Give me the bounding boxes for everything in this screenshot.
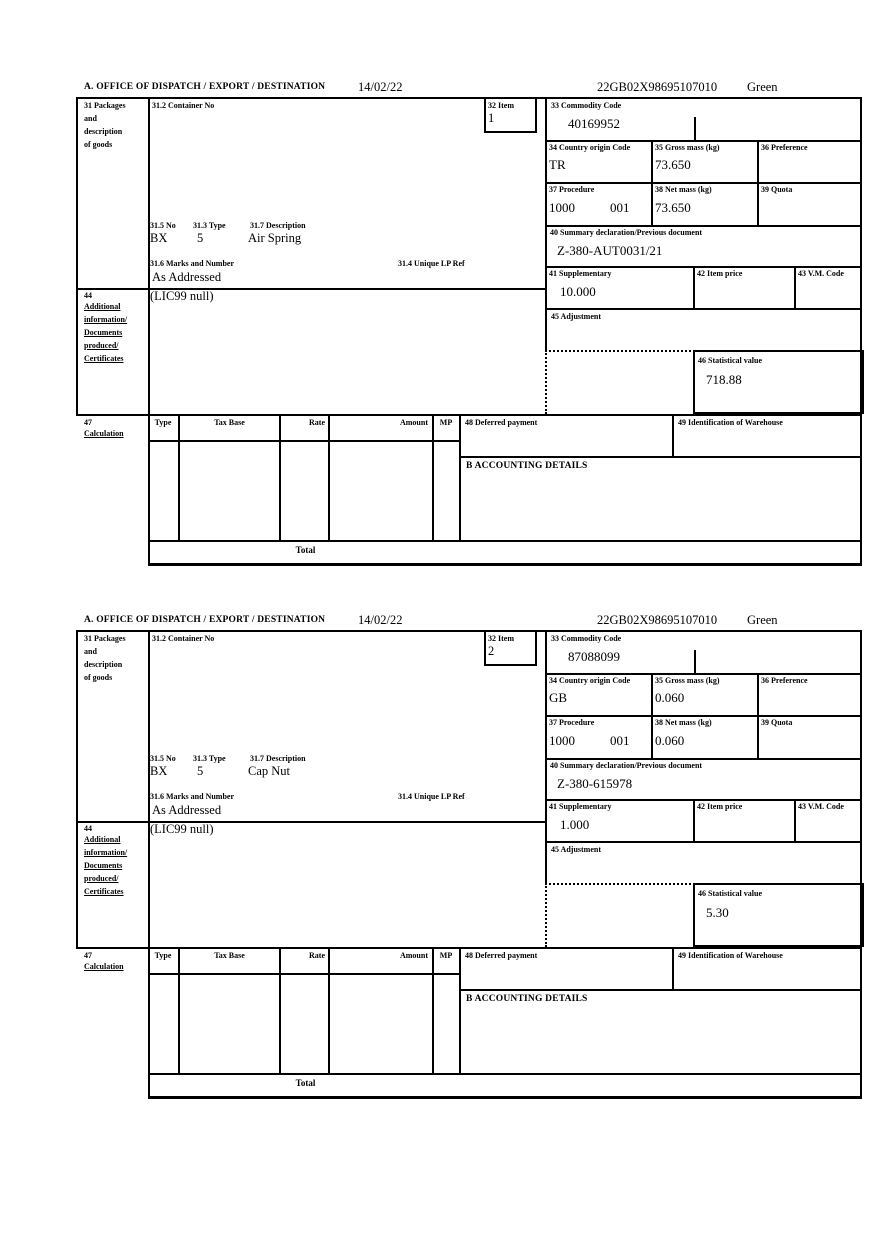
commodity-code-tick: [694, 650, 696, 673]
description-label: 31.7 Description: [250, 754, 306, 763]
office-of-dispatch-label: A. OFFICE OF DISPATCH / EXPORT / DESTINATION: [84, 615, 326, 625]
grid-line: [794, 266, 796, 308]
procedure-label: 37 Procedure: [549, 718, 595, 727]
supplementary-label: 41 Supplementary: [549, 802, 612, 811]
dotted-divider: [545, 883, 695, 885]
supplementary-label: 41 Supplementary: [549, 269, 612, 278]
box44-label: Additional: [84, 302, 121, 311]
net-mass-value: 73.650: [655, 200, 691, 215]
item-price-label: 42 Item price: [697, 269, 743, 278]
box44-label: Additional: [84, 835, 121, 844]
procedure-label: 37 Procedure: [549, 185, 595, 194]
marks-label: 31.6 Marks and Number: [150, 259, 235, 268]
col-rate-header: Rate: [309, 418, 325, 427]
declaration-date: 14/02/22: [358, 613, 403, 627]
adjustment-label: 45 Adjustment: [551, 312, 602, 321]
grid-line: [279, 948, 281, 1073]
preference-label: 36 Preference: [761, 676, 808, 685]
commodity-code-tick: [694, 117, 696, 140]
unique-lp-ref-label: 31.4 Unique LP Ref: [398, 792, 465, 801]
previous-document-label: 40 Summary declaration/Previous document: [550, 228, 703, 237]
grid-line: [178, 948, 180, 1073]
package-type-value: 5: [197, 231, 204, 245]
grid-line: [148, 97, 150, 566]
grid-line: [545, 799, 862, 801]
container-no-label: 31.2 Container No: [152, 101, 215, 110]
box31-label: description: [84, 660, 123, 669]
box44-number: 44: [84, 291, 92, 300]
box44-label: Certificates: [84, 354, 124, 363]
grid-line: [672, 948, 674, 991]
gross-mass-label: 35 Gross mass (kg): [655, 143, 720, 152]
grid-line: [693, 799, 695, 841]
previous-document-value: Z-380-615978: [557, 776, 633, 791]
gross-mass-label: 35 Gross mass (kg): [655, 676, 720, 685]
marks-value: As Addressed: [152, 803, 222, 817]
total-label: Total: [295, 1078, 316, 1088]
declaration-item-section-1: [0, 80, 882, 570]
item-number-value: 1: [488, 111, 495, 125]
box44-label: produced/: [84, 874, 119, 883]
box44-label: information/: [84, 848, 128, 857]
box44-label: information/: [84, 315, 128, 324]
previous-document-value: Z-380-AUT0031/21: [557, 243, 663, 258]
declaration-item-section-2: [0, 613, 882, 1103]
grid-line: [76, 97, 862, 99]
grid-line: [76, 414, 862, 416]
col-mp-header: MP: [439, 418, 453, 427]
commodity-code-label: 33 Commodity Code: [551, 101, 622, 110]
deferred-payment-label: 48 Deferred payment: [465, 418, 538, 427]
grid-line: [178, 415, 180, 540]
mrn-number: 22GB02X98695107010: [597, 613, 718, 627]
procedure-value: 1000: [549, 733, 575, 748]
statistical-value-label: 46 Statistical value: [698, 889, 762, 898]
box31-label: and: [84, 647, 97, 656]
calculation-label: Calculation: [84, 962, 124, 971]
accounting-details-label: B ACCOUNTING DETAILS: [466, 461, 588, 471]
grid-line: [459, 948, 461, 1073]
declaration-date: 14/02/22: [358, 80, 403, 94]
grid-line: [693, 266, 695, 308]
office-of-dispatch-label: A. OFFICE OF DISPATCH / EXPORT / DESTINATION: [84, 82, 326, 92]
item-label: 32 Item: [488, 634, 514, 643]
grid-line: [148, 630, 150, 1099]
grid-line: [545, 715, 862, 717]
country-origin-value: TR: [549, 157, 566, 172]
country-origin-value: GB: [549, 690, 568, 705]
grid-line: [545, 673, 862, 675]
grid-line: [757, 673, 759, 758]
grid-line: [432, 415, 434, 540]
description-value: Air Spring: [248, 231, 302, 245]
deferred-payment-label: 48 Deferred payment: [465, 951, 538, 960]
net-mass-value: 0.060: [655, 733, 685, 748]
description-label: 31.7 Description: [250, 221, 306, 230]
country-origin-label: 34 Country origin Code: [549, 676, 631, 685]
additional-info-value: (LIC99 null): [150, 822, 214, 836]
box47-number: 47: [84, 951, 92, 960]
description-value: Cap Nut: [248, 764, 291, 778]
item-number-value: 2: [488, 644, 495, 658]
grid-line: [148, 1096, 862, 1099]
col-rate-header: Rate: [309, 951, 325, 960]
grid-line: [651, 140, 653, 225]
grid-line: [651, 673, 653, 758]
grid-line: [545, 841, 862, 843]
dotted-divider: [545, 883, 547, 947]
grid-line: [76, 821, 547, 823]
grid-line: [860, 630, 862, 1099]
package-count-value: BX: [150, 231, 168, 245]
commodity-code-label: 33 Commodity Code: [551, 634, 622, 643]
procedure-value-2: 001: [610, 733, 630, 748]
grid-line: [279, 415, 281, 540]
grid-line: [545, 630, 547, 883]
grid-line: [545, 140, 862, 142]
warehouse-id-label: 49 Identification of Warehouse: [678, 418, 783, 427]
grid-line: [76, 97, 78, 415]
item-price-label: 42 Item price: [697, 802, 743, 811]
grid-line: [76, 288, 547, 290]
grid-line: [545, 308, 862, 310]
box31-label: 31 Packages: [84, 634, 126, 643]
commodity-code-value: 87088099: [568, 649, 620, 664]
grid-line: [432, 948, 434, 1073]
grid-line: [545, 97, 547, 350]
box31-label: 31 Packages: [84, 101, 126, 110]
package-type-label: 31.3 Type: [193, 754, 226, 763]
gross-mass-value: 0.060: [655, 690, 685, 705]
col-type-header: Type: [154, 418, 172, 427]
total-label: Total: [295, 545, 316, 555]
vm-code-label: 43 V.M. Code: [798, 269, 844, 278]
grid-line: [545, 758, 862, 760]
grid-line: [545, 225, 862, 227]
package-no-label: 31.5 No: [150, 754, 176, 763]
grid-line: [460, 989, 862, 991]
grid-line: [148, 563, 862, 566]
dotted-divider: [545, 350, 547, 414]
col-tax-base-header: Tax Base: [214, 951, 245, 960]
container-no-label: 31.2 Container No: [152, 634, 215, 643]
statistical-value: 718.88: [706, 372, 742, 387]
quota-label: 39 Quota: [761, 718, 793, 727]
col-tax-base-header: Tax Base: [214, 418, 245, 427]
grid-line: [459, 415, 461, 540]
statistical-value-label: 46 Statistical value: [698, 356, 762, 365]
grid-line: [76, 630, 862, 632]
grid-line: [794, 799, 796, 841]
grid-line: [148, 973, 460, 975]
box31-label: of goods: [84, 673, 113, 682]
grid-line: [460, 456, 862, 458]
package-type-label: 31.3 Type: [193, 221, 226, 230]
additional-info-value: (LIC99 null): [150, 289, 214, 303]
accounting-details-label: B ACCOUNTING DETAILS: [466, 994, 588, 1004]
box44-label: Documents: [84, 328, 123, 337]
gross-mass-value: 73.650: [655, 157, 691, 172]
commodity-code-value: 40169952: [568, 116, 620, 131]
box47-number: 47: [84, 418, 92, 427]
supplementary-value: 1.000: [560, 817, 590, 832]
box44-label: Documents: [84, 861, 123, 870]
item-label: 32 Item: [488, 101, 514, 110]
package-no-label: 31.5 No: [150, 221, 176, 230]
calculation-label: Calculation: [84, 429, 124, 438]
net-mass-label: 38 Net mass (kg): [655, 185, 712, 194]
supplementary-value: 10.000: [560, 284, 596, 299]
grid-line: [860, 97, 862, 566]
col-amount-header: Amount: [399, 418, 428, 427]
grid-line: [148, 440, 460, 442]
mrn-number: 22GB02X98695107010: [597, 80, 718, 94]
preference-label: 36 Preference: [761, 143, 808, 152]
package-type-value: 5: [197, 764, 204, 778]
box31-label: description: [84, 127, 123, 136]
grid-line: [545, 266, 862, 268]
statistical-value: 5.30: [706, 905, 729, 920]
vm-code-label: 43 V.M. Code: [798, 802, 844, 811]
quota-label: 39 Quota: [761, 185, 793, 194]
dotted-divider: [545, 350, 695, 352]
grid-line: [757, 140, 759, 225]
unique-lp-ref-label: 31.4 Unique LP Ref: [398, 259, 465, 268]
routing-status: Green: [747, 80, 778, 94]
marks-label: 31.6 Marks and Number: [150, 792, 235, 801]
col-amount-header: Amount: [399, 951, 428, 960]
box31-label: of goods: [84, 140, 113, 149]
net-mass-label: 38 Net mass (kg): [655, 718, 712, 727]
marks-value: As Addressed: [152, 270, 222, 284]
routing-status: Green: [747, 613, 778, 627]
box31-label: and: [84, 114, 97, 123]
col-type-header: Type: [154, 951, 172, 960]
grid-line: [76, 947, 862, 949]
grid-line: [328, 415, 330, 540]
grid-line: [545, 182, 862, 184]
grid-line: [328, 948, 330, 1073]
col-mp-header: MP: [439, 951, 453, 960]
previous-document-label: 40 Summary declaration/Previous document: [550, 761, 703, 770]
procedure-value: 1000: [549, 200, 575, 215]
country-origin-label: 34 Country origin Code: [549, 143, 631, 152]
grid-line: [148, 1073, 862, 1075]
grid-line: [76, 630, 78, 948]
procedure-value-2: 001: [610, 200, 630, 215]
grid-line: [672, 415, 674, 458]
adjustment-label: 45 Adjustment: [551, 845, 602, 854]
warehouse-id-label: 49 Identification of Warehouse: [678, 951, 783, 960]
package-count-value: BX: [150, 764, 168, 778]
box44-label: Certificates: [84, 887, 124, 896]
box44-number: 44: [84, 824, 92, 833]
box44-label: produced/: [84, 341, 119, 350]
grid-line: [148, 540, 862, 542]
